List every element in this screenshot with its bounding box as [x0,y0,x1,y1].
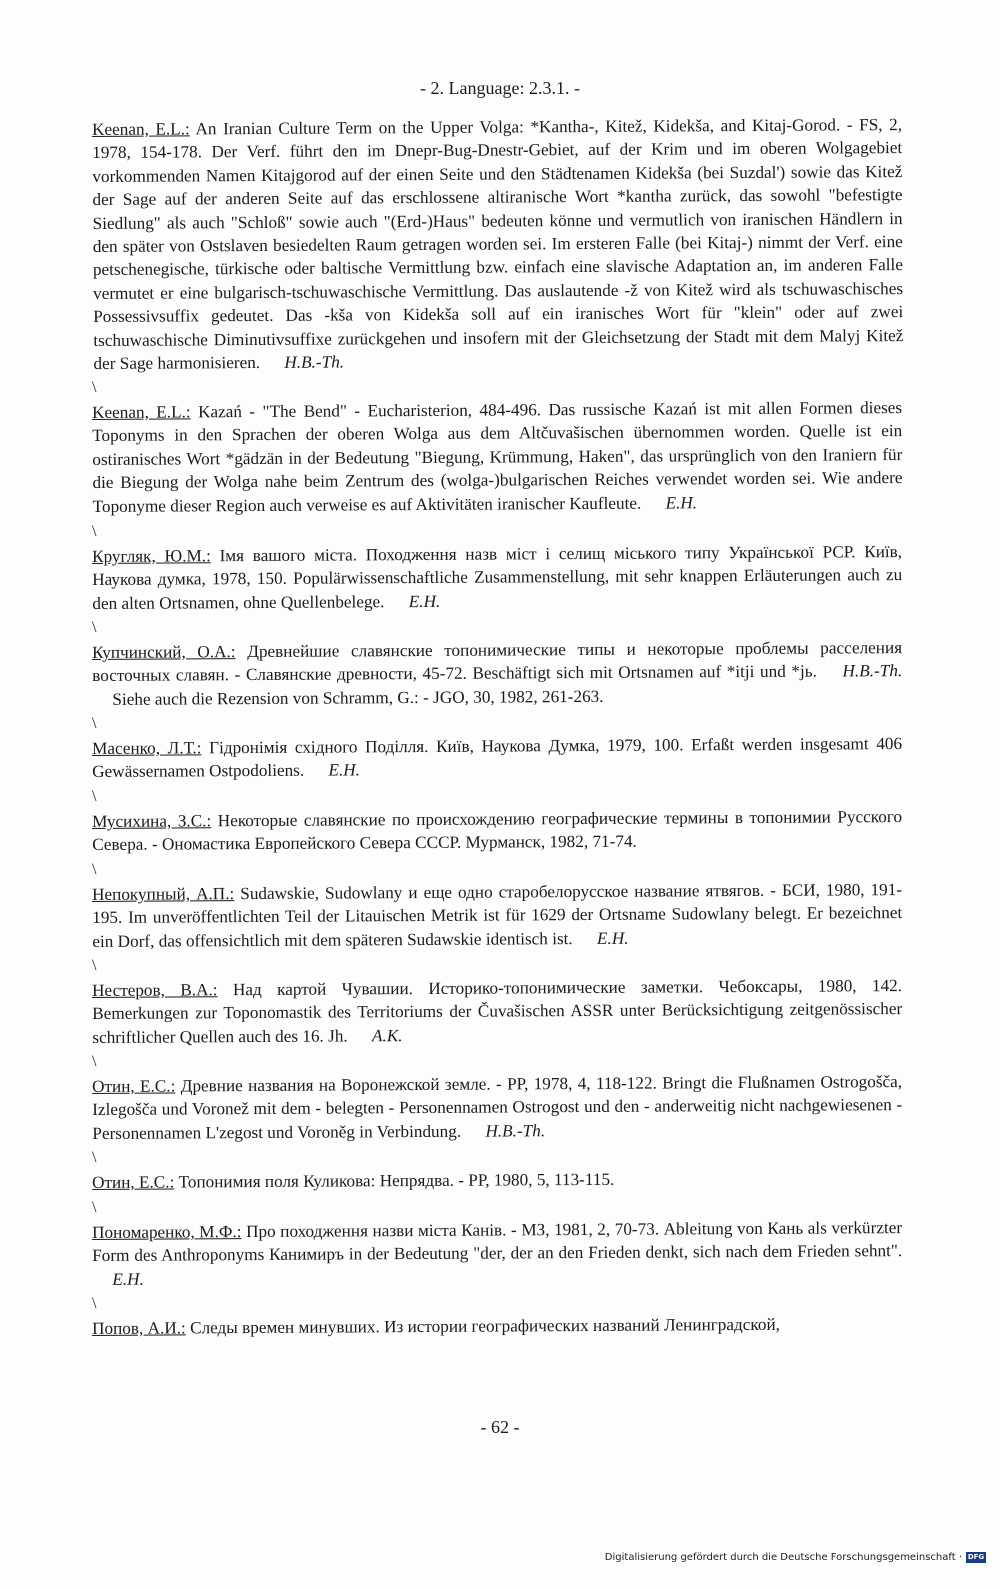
running-header: - 2. Language: 2.3.1. - [420,78,580,98]
bibliography-entry [92,636,902,711]
bibliography-entry [92,540,902,615]
bibliography-entry [92,805,902,857]
digitization-credit [605,1552,986,1563]
entry-separator: \ [92,1294,97,1312]
bibliography-entry [92,1312,902,1340]
entry-text: Следы времен минувших. Из истории географических названий Ленинградской, [190,1314,781,1338]
entry-text: Некоторые славянские по происхождению географические термины в топонимии Русского Севера. - Ономастика Европейского Севера СССР. Мурманск, 1982, 71-74. [92,806,903,855]
bibliography-entry [92,1166,902,1194]
bibliography-entry [92,1216,902,1291]
entry-text: Над картой Чувашии. Историко-топонимические заметки. Чебоксары, 1980, 142. Bemerkungen zur Toponomastik des Territoriums der Čuvašischen ASSR unter Berücksichtigung zeitgenössischer schriftlicher Quellen auch des 16. Jh. [92,975,903,1047]
entry-reviewer: H.B.-Th. [842,661,903,681]
entry-author: Мусихина, З.С.: [92,811,212,831]
entry-reviewer: E.H. [596,928,629,948]
entry-reviewer: E.H. [665,493,698,513]
entry-reviewer: E.H. [408,591,441,611]
bibliography-entry [92,1070,902,1145]
entry-author: Попов, А.И.: [92,1318,186,1338]
bibliography-entry [92,974,902,1049]
entry-author: Keenan, E.L.: [92,119,190,139]
bibliography-entry [92,397,903,519]
entry-separator: \ [92,1198,97,1216]
bibliography-entry [92,113,904,375]
entry-text: Древние названия на Воронежской земле. - РР, 1978, 4, 118-122. Bringt die Flußnamen Ostrogošča, Izlegošča und Voronež mit dem - belegten - Personennamen Ostrogost und den - anderweitig nicht nachgewiesenen - Personennamen L'zegost und Voroněg in Verbindung. [92,1072,903,1143]
bibliography-entry [92,878,902,953]
entry-text: Kazań - "The Bend" - Eucharisterion, 484-496. Das russische Kazań ist mit allen Formen dieses Toponyms in den Sprachen der oberen Wolga aus dem Altčuvašischen übernommen worden. Quelle ist ein ostiranisches Wort *gädzän in der Bedeutung "Biegung, Krümmung, Haken", das ursprünglich von den Iraniern für die Biegung der Wolga nahe beim Zentrum des (wolga-)bulgarischen Reiches verwendet worden sei. Wie andere Toponyme dieser Region auch verweise es auf Aktivitäten iranischer Kaufleute. [92,398,903,517]
page-number: - 62 - [480,1417,520,1437]
entry-separator: \ [92,618,97,636]
entry-text: Древнейшие славянские топонимические типы и некоторые проблемы расселения восточных славян. - Славянские древности, 45-72. Beschäftigt sich mit Ortsnamen auf *itji und *jь. [92,637,903,686]
entry-separator: \ [92,787,97,805]
bibliography-entry [92,732,902,784]
entry-reviewer: E.H. [328,760,361,780]
entry-text: Імя вашого міста. Походження назв міст і селищ міського типу Української РСР. Київ, Наукова думка, 1978, 150. Populärwissenschaftliche Zusammenstellung, mit sehr knappen Erläuterungen auch zu den alten Ortsnamen, ohne Quellenbelege. [92,541,903,613]
entry-separator: \ [92,379,97,397]
entry-author: Keenan, E.L.: [92,402,191,423]
entry-separator: \ [92,860,97,878]
entry-author: Непокупный, А.П.: [92,883,235,904]
entry-reviewer: H.B.-Th. [485,1121,546,1141]
entry-text: Топонимия поля Куликова: Непрядва. - РР, 1980, 5, 113-115. [178,1170,615,1192]
dfg-logo: DFG [967,1553,985,1561]
entry-separator: \ [92,1149,97,1167]
entry-author: Нестеров, В.А.: [92,980,218,1000]
entry-author: Отин, Е.С.: [92,1172,175,1193]
entry-author: Масенко, Л.Т.: [92,738,202,758]
bibliography-body [92,115,904,1340]
entry-reviewer: A.K. [371,1025,403,1045]
credit-text: Digitalisierung gefördert durch die Deutsche Forschungsgemeinschaft · [604,1552,962,1563]
entry-author: Пономаренко, М.Ф.: [92,1221,242,1242]
entry-author: Отин, Е.С.: [92,1076,176,1096]
entry-reviewer: E.H. [112,1269,144,1289]
entry-separator: \ [92,522,97,540]
entry-cross-reference: Siehe auch die Rezension von Schramm, G.: - JGO, 30, 1982, 261-263. [112,686,604,709]
entry-separator: \ [92,714,97,732]
entry-author: Кругляк, Ю.М.: [92,545,211,566]
entry-text: Гідронімія східного Поділля. Київ, Наукова Думка, 1979, 100. Erfaßt werden insgesamt 406 Gewässernamen Ostpodoliens. [92,733,903,782]
entry-text: Про походження назви міста Канів. - МЗ, 1981, 2, 70-73. Ableitung von Кань als verkürzter Form des Anthroponyms Канимиръ in der Bedeutung "der, der an den Frieden denkt, sich nach dem Frieden sehnt". [92,1217,903,1266]
entry-text: An Iranian Culture Term on the Upper Volga: *Kantha-, Kitež, Kidekša, and Kitaj-Gorod. - FS, 2, 1978, 154-178. Der Verf. führt den im Dnepr-Bug-Dnestr-Gebiet, auf der Krim und im oberen Wolgagebiet vorkommenden Namen Kitajgorod auf der einen Seite und den Städtenamen Kidekša (bei Suzdal') sowie das Kitež der Sage auf der anderen Seite auf das erschlossene altiranische Wort *kantha zurück, das sowohl "befestigte Siedlung" als auch "Schloß" sowie auch "(Erd-)Haus" bedeuten könne und vermutlich von iranischen Händlern in den später von Ostslaven besiedelten Raum getragen worden sei. Im ersteren Falle (bei Kitaj-) nimmt der Verf. eine petschenegische, türkische oder baltische Vermittlung bzw. einfach eine slavische Adaptation an, im anderen Falle vermutet er eine bulgarisch-tschuwaschische Vermittlung. Das auslautende -ž von Kitež wird als tschuwaschisches Possessivsuffix gedeutet. Das -kša von Kidekša soll auf ein iranisches Wort für "klein" oder auf zwei tschuwaschische Diminutivsuffixe zurückgehen und insofern mit der Gleichsetzung der Stadt mit dem Malyj Kitež der Sage harmonisieren. [92,115,904,374]
entry-text: Sudawskie, Sudowlany и еще одно старобелорусское название ятвягов. - БСИ, 1980, 191-195. Im unveröffentlichten Teil der Litauischen Metrik ist für 1629 der Ortsname Sudowlany belegt. Er bezeichnet ein Dorf, das offensichtlich mit dem späteren Sudawskie identisch ist. [92,879,903,951]
entry-separator: \ [92,956,97,974]
entry-reviewer: H.B.-Th. [284,352,345,372]
entry-author: Купчинский, О.А.: [92,641,236,662]
entry-separator: \ [92,1053,97,1070]
